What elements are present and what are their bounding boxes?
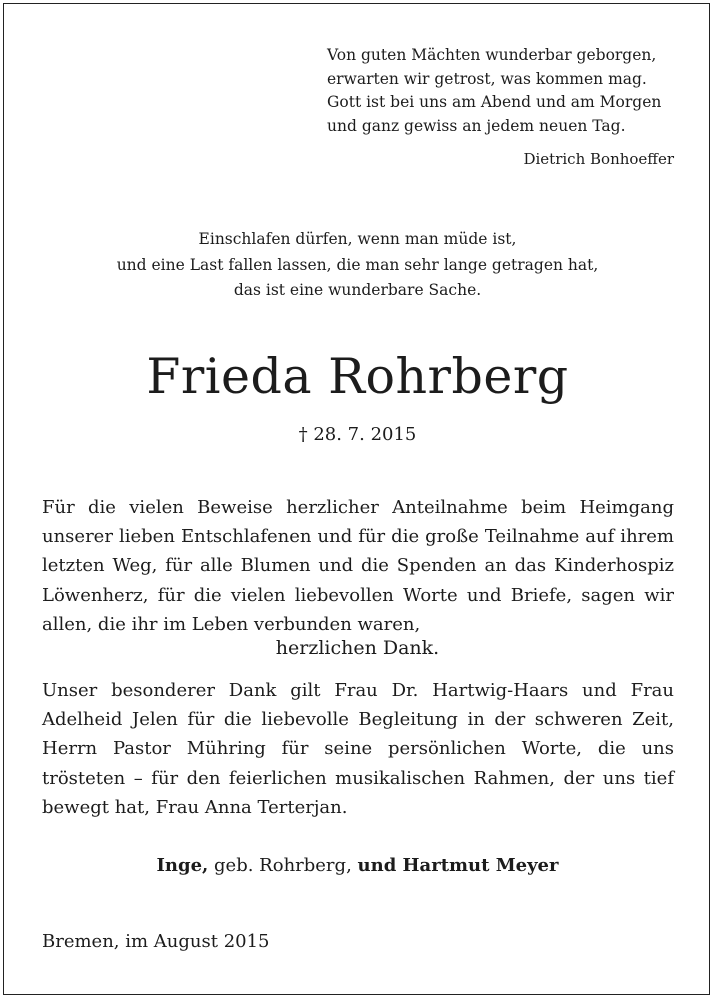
bonhoeffer-poem [327, 44, 661, 138]
thanks-line: herzlichen Dank. [275, 637, 440, 659]
death-date: † 28. 7. 2015 [298, 424, 417, 445]
poem-author: Dietrich Bonhoeffer [523, 150, 674, 168]
quote [0, 227, 715, 304]
signature-rest: und Hartmut Meyer [357, 855, 559, 876]
gratitude-paragraph: Für die vielen Beweise herzlicher Anteilnahme beim Heimgang unserer lieben Entschlafenen und für die große Teilnahme auf ihrem letzten Weg, für alle Blumen und die Spenden an das Kinderhospiz Löwenherz, für die vielen liebevollen Worte und Briefe, sagen wir allen, die ihr im Leben verbunden waren, [42, 497, 674, 635]
quote-line: und eine Last fallen lassen, die man sehr lange getragen hat, [116, 255, 599, 274]
poem-line: erwarten wir getrost, was kommen mag. [327, 69, 647, 88]
poem-line: Von guten Mächten wunderbar geborgen, [327, 46, 657, 64]
special-thanks-paragraph: Unser besonderer Dank gilt Frau Dr. Hartwig-Haars und Frau Adelheid Jelen für die liebevolle Begleitung in der schweren Zeit, Herrn Pastor Mühring für seine persönlichen Worte, die uns trösteten – für den feierlichen musikalischen Rahmen, der uns tief bewegt hat, Frau Anna Terterjan. [42, 680, 674, 818]
signature-first-name: Inge, [156, 855, 209, 876]
deceased-name: Frieda Rohrberg [146, 348, 569, 405]
signature-birth-name: geb. Rohrberg, [208, 855, 358, 876]
family-signature [0, 852, 715, 880]
place-and-date: Bremen, im August 2015 [42, 931, 270, 952]
poem-line: und ganz gewiss an jedem neuen Tag. [327, 116, 626, 135]
quote-line: das ist eine wunderbare Sache. [233, 281, 482, 299]
poem-line: Gott ist bei uns am Abend und am Morgen [327, 93, 662, 111]
quote-line: Einschlafen dürfen, wenn man müde ist, [198, 230, 517, 248]
